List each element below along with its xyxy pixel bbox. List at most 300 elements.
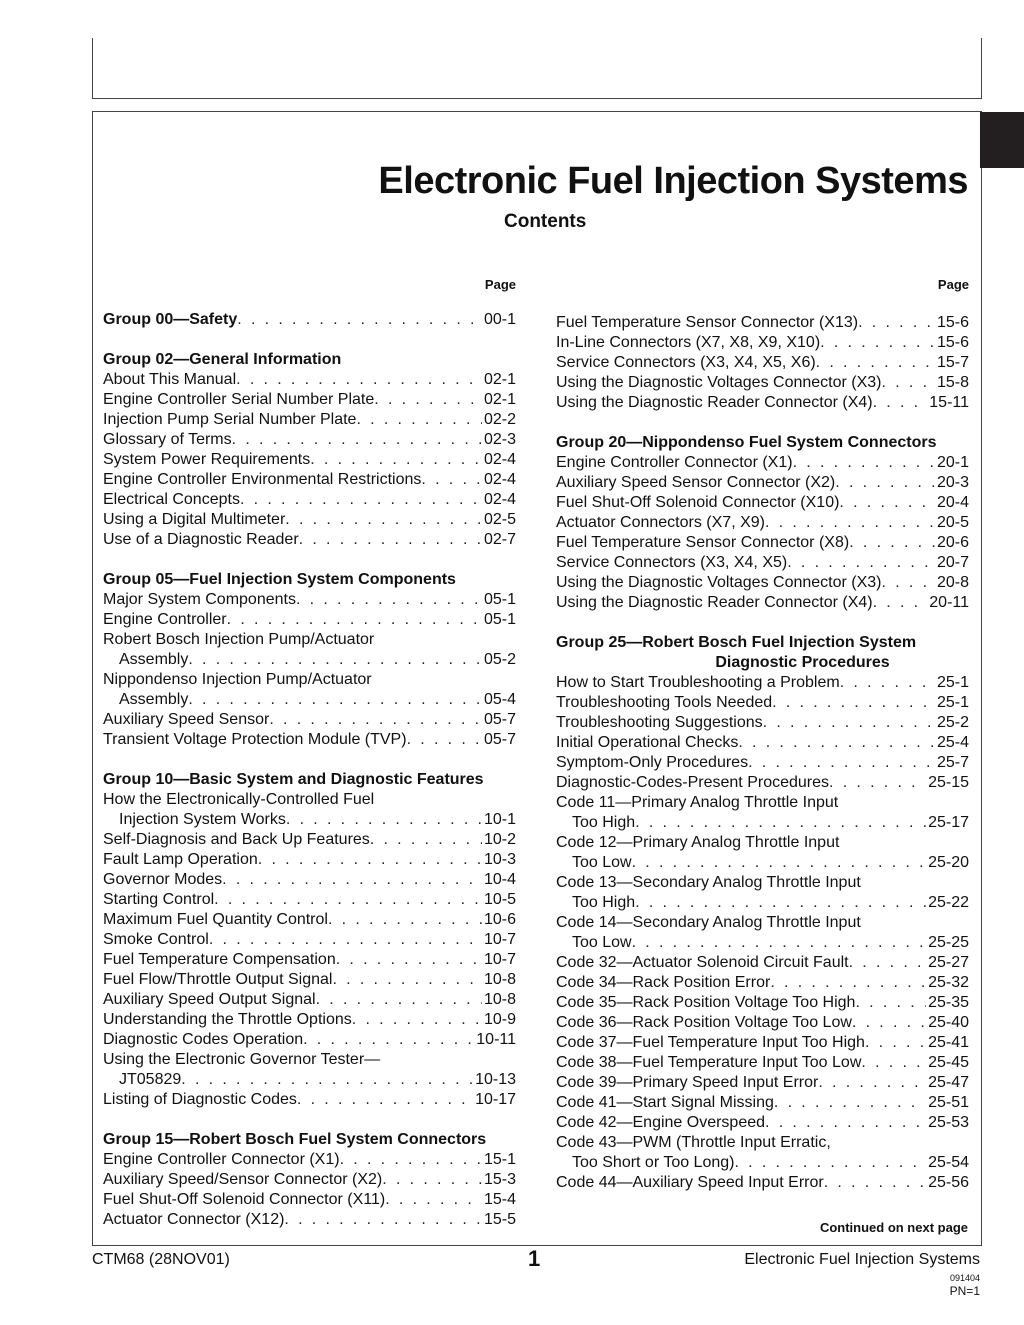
toc-page-number: 20-4 — [936, 494, 969, 511]
toc-entry-title: Using a Digital Multimeter — [103, 511, 286, 528]
toc-entry-title: Fuel Temperature Compensation — [103, 951, 336, 968]
toc-right-column — [556, 313, 969, 1193]
toc-entry-title: Code 34—Rack Position Error — [556, 974, 771, 991]
toc-entry[interactable] — [556, 533, 969, 553]
toc-entry[interactable] — [556, 1013, 969, 1033]
toc-entry-title: Code 42—Engine Overspeed — [556, 1114, 766, 1131]
dot-leader — [382, 1170, 482, 1190]
toc-entry[interactable] — [103, 730, 516, 750]
dot-leader — [824, 1173, 926, 1193]
toc-group-heading: Group 10—Basic System and Diagnostic Features — [103, 771, 484, 788]
dot-leader — [840, 673, 935, 693]
dot-leader — [222, 870, 482, 890]
toc-entry[interactable] — [556, 673, 969, 693]
dot-leader — [374, 390, 482, 410]
toc-group-heading: Group 20—Nippondenso Fuel System Connectors — [556, 434, 937, 451]
toc-group-heading[interactable] — [103, 310, 516, 330]
toc-entry[interactable] — [556, 473, 969, 493]
toc-entry-title: Code 39—Primary Speed Input Error — [556, 1074, 819, 1091]
toc-entry-title: Diagnostic-Codes-Present Procedures — [556, 774, 830, 791]
toc-entry-title: Electrical Concepts — [103, 491, 240, 508]
toc-entry-title: Troubleshooting Tools Needed — [556, 694, 773, 711]
toc-entry-line: Code 11—Primary Analog Throttle Input — [556, 794, 839, 811]
toc-page-number: 15-6 — [936, 314, 969, 331]
toc-page-number: 10-3 — [483, 851, 516, 868]
toc-entry-title: Code 41—Start Signal Missing — [556, 1094, 774, 1111]
dot-leader — [635, 893, 926, 913]
toc-entry-title: Assembly — [119, 651, 189, 668]
toc-entry-title: Understanding the Throttle Options — [103, 1011, 352, 1028]
toc-page-number: 15-6 — [936, 334, 969, 351]
toc-entry-title: JT05829 — [119, 1071, 182, 1088]
toc-entry-title: Major System Components — [103, 591, 296, 608]
dot-leader — [839, 493, 935, 513]
toc-page-number: 02-2 — [483, 411, 516, 428]
dot-leader — [352, 1010, 482, 1030]
toc-page-number: 02-7 — [483, 531, 516, 548]
dot-leader — [793, 453, 935, 473]
dot-leader — [328, 910, 482, 930]
toc-entry[interactable] — [103, 1010, 516, 1030]
dot-leader — [849, 953, 926, 973]
toc-entry-title: Listing of Diagnostic Codes — [103, 1091, 297, 1108]
toc-entry[interactable] — [556, 733, 969, 753]
toc-page-number: 15-1 — [483, 1151, 516, 1168]
dot-leader — [269, 710, 482, 730]
toc-entry-title: Auxiliary Speed Sensor Connector (X2) — [556, 474, 836, 491]
toc-entry-line: How the Electronically-Controlled Fuel — [103, 791, 375, 808]
toc-entry-title: How to Start Troubleshooting a Problem — [556, 674, 840, 691]
toc-page-number: 15-5 — [483, 1211, 516, 1228]
dot-leader — [855, 993, 926, 1013]
toc-left-column — [103, 310, 516, 1230]
toc-entry-title: Code 36—Rack Position Voltage Too Low — [556, 1014, 852, 1031]
toc-entry[interactable] — [556, 853, 969, 873]
toc-entry[interactable] — [103, 370, 516, 390]
toc-entry-line: Nippondenso Injection Pump/Actuator — [103, 671, 372, 688]
dot-leader — [240, 490, 482, 510]
dot-leader — [214, 890, 482, 910]
toc-entry[interactable] — [556, 513, 969, 533]
toc-entry-title: Fuel Shut-Off Solenoid Connector (X10) — [556, 494, 840, 511]
section-tab — [980, 112, 1024, 168]
toc-entry[interactable] — [103, 890, 516, 910]
toc-page-number: 25-56 — [928, 1174, 969, 1191]
toc-page-number: 10-2 — [483, 831, 516, 848]
toc-entry[interactable] — [556, 1153, 969, 1173]
dot-leader — [820, 333, 935, 353]
toc-page-number: 15-3 — [483, 1171, 516, 1188]
toc-entry[interactable] — [556, 1073, 969, 1093]
toc-page-number: 02-4 — [483, 471, 516, 488]
toc-page-number: 02-3 — [483, 431, 516, 448]
toc-entry-line: Using the Electronic Governor Tester— — [103, 1051, 381, 1068]
toc-entry[interactable] — [556, 393, 969, 413]
toc-page-number: 02-1 — [483, 371, 516, 388]
toc-page-number: 25-45 — [928, 1054, 969, 1071]
toc-entry[interactable] — [556, 893, 969, 913]
dot-leader — [188, 690, 482, 710]
toc-page-number: 20-7 — [936, 554, 969, 571]
toc-entry-title: Use of a Diagnostic Reader — [103, 531, 299, 548]
toc-page-number: 25-47 — [928, 1074, 969, 1091]
dot-leader — [285, 510, 482, 530]
toc-entry-line: Code 13—Secondary Analog Throttle Input — [556, 874, 861, 891]
toc-page-number: 10-7 — [483, 931, 516, 948]
dot-leader — [181, 1070, 473, 1090]
toc-page-number: 25-7 — [936, 754, 969, 771]
dot-leader — [861, 1053, 926, 1073]
dot-leader — [303, 1030, 474, 1050]
dot-leader — [632, 853, 926, 873]
dot-leader — [316, 990, 482, 1010]
toc-entry-title: Actuator Connectors (X7, X9) — [556, 514, 765, 531]
toc-entry[interactable] — [103, 870, 516, 890]
dot-leader — [774, 1093, 926, 1113]
toc-entry-title: Code 38—Fuel Temperature Input Too Low — [556, 1054, 862, 1071]
toc-entry-title: Injection Pump Serial Number Plate — [103, 411, 357, 428]
toc-entry-title: Using the Diagnostic Reader Connector (X4) — [556, 394, 873, 411]
toc-page-number: 05-2 — [483, 651, 516, 668]
toc-entry[interactable] — [103, 610, 516, 630]
footer-date-code: 091404 — [949, 1273, 980, 1283]
toc-entry-line: Code 12—Primary Analog Throttle Input — [556, 834, 840, 851]
dot-leader — [818, 1073, 926, 1093]
dot-leader — [635, 813, 926, 833]
toc-page-number: 25-51 — [928, 1094, 969, 1111]
toc-entry-title: Service Connectors (X3, X4, X5) — [556, 554, 788, 571]
toc-page-number: 25-41 — [928, 1034, 969, 1051]
toc-page-number: 02-4 — [483, 491, 516, 508]
toc-page-number: 05-1 — [483, 591, 516, 608]
toc-entry[interactable] — [103, 390, 516, 410]
toc-page-number: 25-20 — [928, 854, 969, 871]
toc-page-number: 02-5 — [483, 511, 516, 528]
toc-entry[interactable] — [556, 1173, 969, 1193]
toc-group-heading: Group 02—General Information — [103, 351, 342, 368]
toc-page-number: 00-1 — [483, 311, 516, 328]
dot-leader — [340, 1150, 482, 1170]
toc-entry[interactable] — [103, 410, 516, 430]
toc-entry-title: Code 35—Rack Position Voltage Too High — [556, 994, 856, 1011]
toc-page-number: 10-1 — [483, 811, 516, 828]
dot-leader — [770, 973, 926, 993]
footer-pn: PN=1 — [949, 1284, 980, 1298]
toc-entry[interactable] — [103, 470, 516, 490]
toc-entry-title: Fuel Temperature Sensor Connector (X13) — [556, 314, 859, 331]
dot-leader — [765, 1113, 926, 1133]
toc-entry-title: Auxiliary Speed Output Signal — [103, 991, 316, 1008]
dot-leader — [882, 573, 935, 593]
toc-group-title: Group 00—Safety — [103, 311, 238, 328]
dot-leader — [332, 970, 482, 990]
toc-entry[interactable] — [556, 573, 969, 593]
toc-entry-title: Fuel Flow/Throttle Output Signal — [103, 971, 333, 988]
toc-entry[interactable] — [103, 810, 516, 830]
toc-entry-title: Starting Control — [103, 891, 215, 908]
toc-page-number: 15-11 — [929, 394, 969, 411]
page-column-label-left: Page — [484, 277, 516, 292]
toc-entry-title: Code 44—Auxiliary Speed Input Error — [556, 1174, 824, 1191]
footer-page-number: 1 — [528, 1246, 541, 1271]
toc-entry[interactable] — [103, 950, 516, 970]
dot-leader — [852, 1013, 926, 1033]
toc-entry-title: Transient Voltage Protection Module (TVP) — [103, 731, 407, 748]
dot-leader — [873, 593, 928, 613]
toc-page-number: 05-7 — [483, 711, 516, 728]
toc-entry-title: Using the Diagnostic Voltages Connector (X3) — [556, 374, 882, 391]
toc-page-number: 25-15 — [928, 774, 969, 791]
page-title: Electronic Fuel Injection Systems — [378, 160, 968, 202]
toc-entry[interactable] — [556, 313, 969, 333]
toc-page-number: 25-17 — [928, 814, 969, 831]
toc-entry[interactable] — [556, 753, 969, 773]
toc-entry-title: Too Low — [572, 854, 632, 871]
toc-entry[interactable] — [556, 453, 969, 473]
toc-page-number: 10-4 — [483, 871, 516, 888]
toc-page-number: 20-8 — [936, 574, 969, 591]
toc-entry-line: Robert Bosch Injection Pump/Actuator — [103, 631, 375, 648]
page-subtitle: Contents — [504, 211, 587, 232]
toc-entry-title: Engine Controller — [103, 611, 227, 628]
toc-page-number: 10-7 — [483, 951, 516, 968]
toc-entry[interactable] — [103, 930, 516, 950]
toc-entry[interactable] — [556, 953, 969, 973]
dot-leader — [882, 373, 935, 393]
toc-entry[interactable] — [556, 713, 969, 733]
toc-page-number: 10-11 — [476, 1031, 516, 1048]
toc-page-number: 15-8 — [936, 374, 969, 391]
dot-leader — [188, 650, 482, 670]
toc-entry[interactable] — [556, 693, 969, 713]
toc-entry[interactable] — [103, 850, 516, 870]
dot-leader — [734, 1153, 926, 1173]
toc-entry-title: Injection System Works — [119, 811, 286, 828]
toc-entry[interactable] — [556, 493, 969, 513]
toc-entry-title: Auxiliary Speed/Sensor Connector (X2) — [103, 1171, 383, 1188]
toc-entry[interactable] — [556, 773, 969, 793]
toc-page-number: 05-4 — [483, 691, 516, 708]
dot-leader — [829, 773, 926, 793]
toc-entry[interactable] — [103, 450, 516, 470]
toc-page-number: 25-54 — [928, 1154, 969, 1171]
toc-entry-title: Actuator Connector (X12) — [103, 1211, 285, 1228]
toc-page-number: 10-9 — [483, 1011, 516, 1028]
dot-leader — [787, 553, 935, 573]
toc-entry[interactable] — [556, 973, 969, 993]
toc-page-number: 10-5 — [483, 891, 516, 908]
toc-page-number: 25-40 — [928, 1014, 969, 1031]
toc-page-number: 20-11 — [929, 594, 969, 611]
toc-group-heading-continued: Diagnostic Procedures — [715, 654, 890, 671]
toc-entry[interactable] — [103, 430, 516, 450]
toc-entry-title: Initial Operational Checks — [556, 734, 739, 751]
dot-leader — [297, 1090, 473, 1110]
toc-entry[interactable] — [103, 830, 516, 850]
toc-entry[interactable] — [103, 910, 516, 930]
toc-page-number: 25-27 — [928, 954, 969, 971]
toc-entry[interactable] — [556, 813, 969, 833]
header-frame — [92, 38, 982, 99]
toc-entry-title: Too High — [572, 814, 636, 831]
toc-page-number: 25-1 — [936, 674, 969, 691]
dot-leader — [296, 590, 482, 610]
toc-page-number: 25-25 — [928, 934, 969, 951]
toc-entry[interactable] — [103, 490, 516, 510]
dot-leader — [232, 430, 482, 450]
dot-leader — [849, 533, 935, 553]
dot-leader — [284, 1210, 482, 1230]
toc-entry[interactable] — [556, 1053, 969, 1073]
dot-leader — [632, 933, 926, 953]
dot-leader — [258, 850, 482, 870]
toc-entry[interactable] — [103, 1150, 516, 1170]
toc-page-number: 15-4 — [483, 1191, 516, 1208]
toc-entry-title: Too High — [572, 894, 636, 911]
toc-page-number: 10-8 — [483, 991, 516, 1008]
toc-entry-title: Code 37—Fuel Temperature Input Too High — [556, 1034, 865, 1051]
toc-entry[interactable] — [103, 1070, 516, 1090]
toc-group-heading: Group 05—Fuel Injection System Components — [103, 571, 456, 588]
toc-entry-title: Using the Diagnostic Voltages Connector (X3) — [556, 574, 882, 591]
toc-entry[interactable] — [103, 1190, 516, 1210]
toc-entry[interactable] — [103, 990, 516, 1010]
dot-leader — [858, 313, 935, 333]
toc-entry[interactable] — [556, 593, 969, 613]
toc-page-number: 20-1 — [936, 454, 969, 471]
toc-entry[interactable] — [556, 1113, 969, 1133]
toc-entry-title: Fault Lamp Operation — [103, 851, 258, 868]
toc-entry[interactable] — [103, 650, 516, 670]
toc-entry-title: Symptom-Only Procedures — [556, 754, 749, 771]
dot-leader — [816, 353, 935, 373]
toc-entry-title: About This Manual — [103, 371, 237, 388]
toc-entry-title: Assembly — [119, 691, 189, 708]
toc-entry-title: Troubleshooting Suggestions — [556, 714, 763, 731]
toc-entry[interactable] — [556, 553, 969, 573]
toc-entry-title: Service Connectors (X3, X4, X5, X6) — [556, 354, 816, 371]
toc-group-heading: Group 25—Robert Bosch Fuel Injection System — [556, 634, 917, 651]
toc-entry-title: Engine Controller Serial Number Plate — [103, 391, 375, 408]
toc-entry-title: Glossary of Terms — [103, 431, 232, 448]
dot-leader — [748, 753, 935, 773]
toc-entry-title: Fuel Shut-Off Solenoid Connector (X11) — [103, 1191, 386, 1208]
toc-page-number: 10-13 — [475, 1071, 516, 1088]
toc-page-number: 05-1 — [483, 611, 516, 628]
toc-entry[interactable] — [103, 690, 516, 710]
toc-entry-title: Self-Diagnosis and Back Up Features — [103, 831, 370, 848]
dot-leader — [370, 830, 482, 850]
dot-leader — [407, 730, 482, 750]
toc-page-number: 02-4 — [483, 451, 516, 468]
dot-leader — [765, 513, 935, 533]
toc-entry[interactable] — [556, 353, 969, 373]
toc-entry-line: Code 43—PWM (Throttle Input Erratic, — [556, 1134, 831, 1151]
continued-note: Continued on next page — [819, 1220, 968, 1235]
toc-page-number: 02-1 — [483, 391, 516, 408]
toc-entry[interactable] — [103, 590, 516, 610]
dot-leader — [286, 810, 482, 830]
toc-entry-title: Code 32—Actuator Solenoid Circuit Fault — [556, 954, 849, 971]
toc-entry-title: Engine Controller Connector (X1) — [556, 454, 793, 471]
dot-leader — [835, 473, 935, 493]
toc-entry-title: Governor Modes — [103, 871, 223, 888]
dot-leader — [299, 530, 482, 550]
toc-entry-title: Fuel Temperature Sensor Connector (X8) — [556, 534, 850, 551]
toc-page-number: 25-53 — [928, 1114, 969, 1131]
toc-entry-title: Auxiliary Speed Sensor — [103, 711, 270, 728]
toc-page-number: 25-1 — [936, 694, 969, 711]
toc-page-number: 25-22 — [928, 894, 969, 911]
footer-section-title: Electronic Fuel Injection Systems — [744, 1251, 980, 1268]
toc-page-number: 20-5 — [936, 514, 969, 531]
toc-entry[interactable] — [103, 1090, 516, 1110]
toc-entry-title: Diagnostic Codes Operation — [103, 1031, 304, 1048]
page-column-label-right: Page — [937, 277, 969, 292]
toc-entry-title: Too Short or Too Long) — [572, 1154, 735, 1171]
toc-entry[interactable] — [103, 530, 516, 550]
dot-leader — [356, 410, 482, 430]
toc-entry[interactable] — [103, 970, 516, 990]
toc-page-number: 10-8 — [483, 971, 516, 988]
toc-entry-title: Engine Controller Environmental Restrictions — [103, 471, 422, 488]
toc-entry[interactable] — [556, 933, 969, 953]
toc-entry[interactable] — [556, 333, 969, 353]
dot-leader — [763, 713, 935, 733]
toc-page-number: 05-7 — [483, 731, 516, 748]
toc-page-number: 25-4 — [936, 734, 969, 751]
toc-entry[interactable] — [556, 993, 969, 1013]
dot-leader — [873, 393, 928, 413]
toc-entry-title: Engine Controller Connector (X1) — [103, 1151, 340, 1168]
toc-entry[interactable] — [556, 1093, 969, 1113]
toc-page-number: 15-7 — [936, 354, 969, 371]
dot-leader — [237, 310, 482, 330]
dot-leader — [236, 370, 482, 390]
toc-entry-title: System Power Requirements — [103, 451, 311, 468]
toc-entry-title: Smoke Control — [103, 931, 209, 948]
toc-entry-title: In-Line Connectors (X7, X8, X9, X10) — [556, 334, 821, 351]
dot-leader — [209, 930, 482, 950]
toc-page-number: 20-6 — [936, 534, 969, 551]
dot-leader — [421, 470, 482, 490]
footer-manual-id: CTM68 (28NOV01) — [92, 1251, 230, 1268]
toc-entry-title: Too Low — [572, 934, 632, 951]
toc-group-heading: Group 15—Robert Bosch Fuel System Connectors — [103, 1131, 487, 1148]
toc-page-number: 10-17 — [475, 1091, 516, 1108]
toc-entry[interactable] — [103, 1170, 516, 1190]
toc-entry[interactable] — [556, 373, 969, 393]
toc-entry-title: Using the Diagnostic Reader Connector (X4) — [556, 594, 873, 611]
toc-page-number: 20-3 — [936, 474, 969, 491]
dot-leader — [310, 450, 482, 470]
dot-leader — [227, 610, 482, 630]
toc-entry[interactable] — [556, 1033, 969, 1053]
toc-entry-line: Code 14—Secondary Analog Throttle Input — [556, 914, 861, 931]
dot-leader — [385, 1190, 482, 1210]
toc-page-number: 25-2 — [936, 714, 969, 731]
dot-leader — [772, 693, 935, 713]
dot-leader — [738, 733, 935, 753]
toc-page-number: 10-6 — [483, 911, 516, 928]
toc-entry[interactable] — [103, 710, 516, 730]
toc-entry[interactable] — [103, 1210, 516, 1230]
toc-entry[interactable] — [103, 510, 516, 530]
toc-page-number: 25-32 — [928, 974, 969, 991]
toc-entry-title: Maximum Fuel Quantity Control — [103, 911, 328, 928]
toc-entry[interactable] — [103, 1030, 516, 1050]
dot-leader — [865, 1033, 926, 1053]
